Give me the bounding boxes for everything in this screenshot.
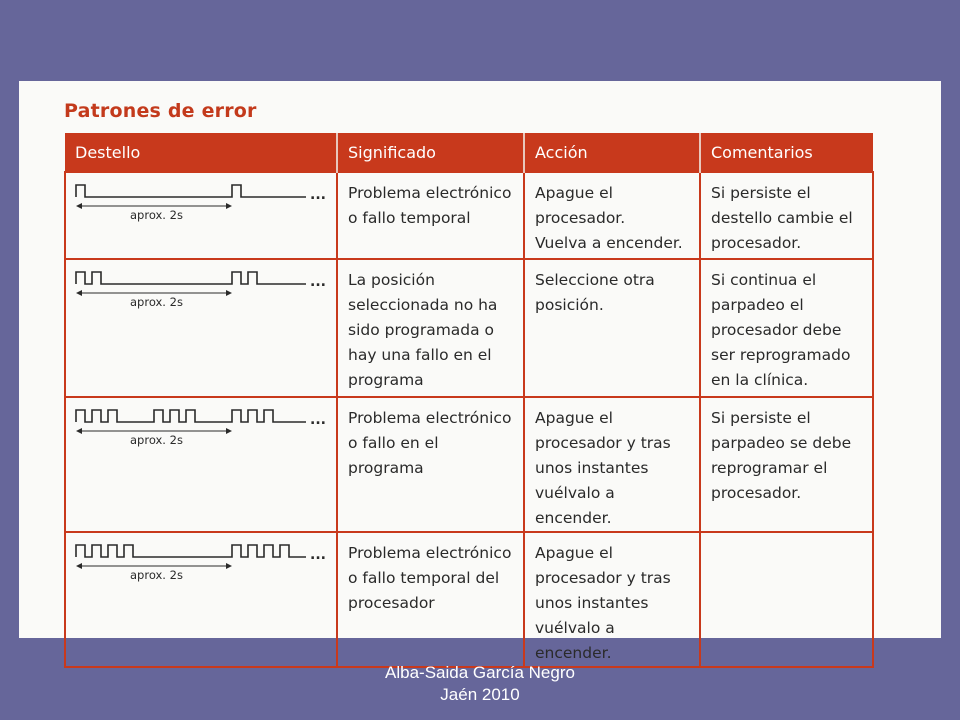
header-comentarios: Comentarios [700,133,873,172]
footer-place-year: Jaén 2010 [440,685,520,704]
waveform-continuation: ... [310,412,326,428]
duration-label: aprox. 2s [130,568,183,582]
flash-waveform [76,272,306,284]
significado-cell: Problema electrónico o fallo temporal [337,172,524,259]
comentarios-cell: Si persiste el destello cambie el procesador. [700,172,873,259]
arrow-head-left [76,290,82,296]
flash-pattern-diagram [70,179,332,241]
flash-pattern-cell [65,172,337,259]
flash-waveform [76,185,306,197]
flash-pattern-cell [65,532,337,667]
accion-cell: Apague el procesador. Vuelva a encender. [524,172,700,259]
header-significado: Significado [337,133,524,172]
duration-label: aprox. 2s [130,433,183,447]
accion-cell: Apague el procesador y tras unos instantes vuélvalo a encender. [524,532,700,667]
arrow-head-left [76,563,82,569]
arrow-head-left [76,203,82,209]
arrow-head-right [226,203,232,209]
table-row [65,259,873,397]
table-row [65,532,873,667]
arrow-head-right [226,563,232,569]
waveform-continuation: ... [310,274,326,290]
comentarios-cell: Si continua el parpadeo el procesador debe ser reprogramado en la clínica. [700,259,873,397]
waveform-continuation: ... [310,187,326,203]
arrow-head-right [226,290,232,296]
table-title: Patrones de error [64,100,257,122]
flash-pattern-diagram [70,539,332,601]
flash-pattern-cell [65,397,337,532]
table-row [65,172,873,259]
significado-cell: Problema electrónico o fallo en el programa [337,397,524,532]
table-row [65,397,873,532]
waveform-continuation: ... [310,547,326,563]
flash-waveform [76,410,306,422]
significado-cell: Problema electrónico o fallo temporal del procesador [337,532,524,667]
header-destello: Destello [65,133,337,172]
comentarios-cell [700,532,873,667]
header-accion: Acción [524,133,700,172]
accion-cell: Apague el procesador y tras unos instantes vuélvalo a encender. [524,397,700,532]
flash-pattern-diagram [70,404,332,466]
duration-label: aprox. 2s [130,208,183,222]
significado-cell: La posición seleccionada no ha sido programada o hay una fallo en el programa [337,259,524,397]
table-header-row [65,133,873,172]
arrow-head-left [76,428,82,434]
accion-cell: Seleccione otra posición. [524,259,700,397]
flash-waveform [76,545,306,557]
comentarios-cell: Si persiste el parpadeo se debe reprogramar el procesador. [700,397,873,532]
flash-pattern-cell [65,259,337,397]
footer-author: Alba-Saida García Negro [385,663,575,682]
arrow-head-right [226,428,232,434]
duration-label: aprox. 2s [130,295,183,309]
flash-pattern-diagram [70,266,332,328]
error-patterns-table [64,133,874,668]
